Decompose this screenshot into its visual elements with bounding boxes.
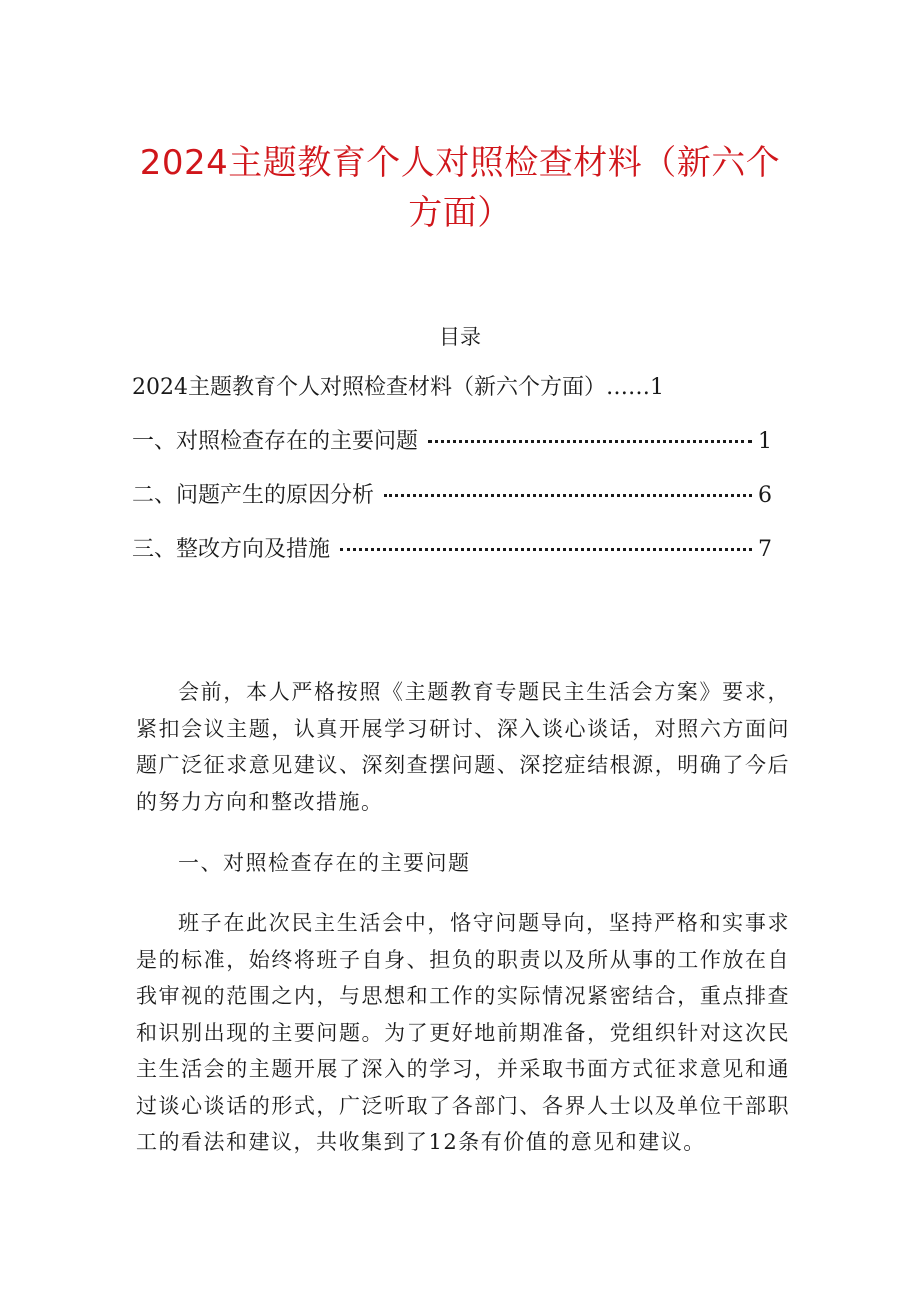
section-heading-1: 一、对照检查存在的主要问题 xyxy=(178,851,471,875)
document-title: 2024主题教育个人对照检查材料（新六个方面） xyxy=(139,143,781,233)
toc-item-page: 7 xyxy=(758,537,772,562)
toc-item-label: 2024主题教育个人对照检查材料（新六个方面）…… xyxy=(132,375,650,400)
toc-heading: 目录 xyxy=(439,325,481,349)
toc-dot-leader xyxy=(384,494,752,497)
section-1-paragraph: 班子在此次民主生活会中，恪守问题导向，坚持严格和实事求是的标准，始终将班子自身、担负的职责以及所从事的工作放在自我审视的范围之内，与思想和工作的实际情况紧密结合，重点排查和识别出现的主要问题。为了更好地前期准备，党组织针对这次民主生活会的主题开展了深入的学习，并采取书面方式征求意见和通过谈心谈话的形式，广泛听取了各部门、各界人士以及单位干部职工的看法和建议，共收集到了12条有价值的意见和建议。 xyxy=(136,911,790,1154)
toc-item-label: 一、对照检查存在的主要问题 xyxy=(132,429,419,454)
table-of-contents xyxy=(132,368,772,584)
toc-item-title[interactable] xyxy=(132,368,772,422)
toc-item-section-3[interactable] xyxy=(132,530,772,584)
toc-item-page: 1 xyxy=(758,429,772,454)
toc-item-label: 三、整改方向及措施 xyxy=(132,537,331,562)
toc-item-label: 二、问题产生的原因分析 xyxy=(132,483,375,508)
toc-item-section-1[interactable] xyxy=(132,422,772,476)
toc-dot-leader xyxy=(428,440,752,443)
toc-item-page: 1 xyxy=(650,375,664,400)
toc-dot-leader xyxy=(340,548,752,551)
toc-item-section-2[interactable] xyxy=(132,476,772,530)
intro-paragraph: 会前，本人严格按照《主题教育专题民主生活会方案》要求，紧扣会议主题，认真开展学习研讨、深入谈心谈话，对照六方面问题广泛征求意见建议、深刻查摆问题、深挖症结根源，明确了今后的努力方向和整改措施。 xyxy=(136,680,790,814)
toc-item-page: 6 xyxy=(758,483,772,508)
